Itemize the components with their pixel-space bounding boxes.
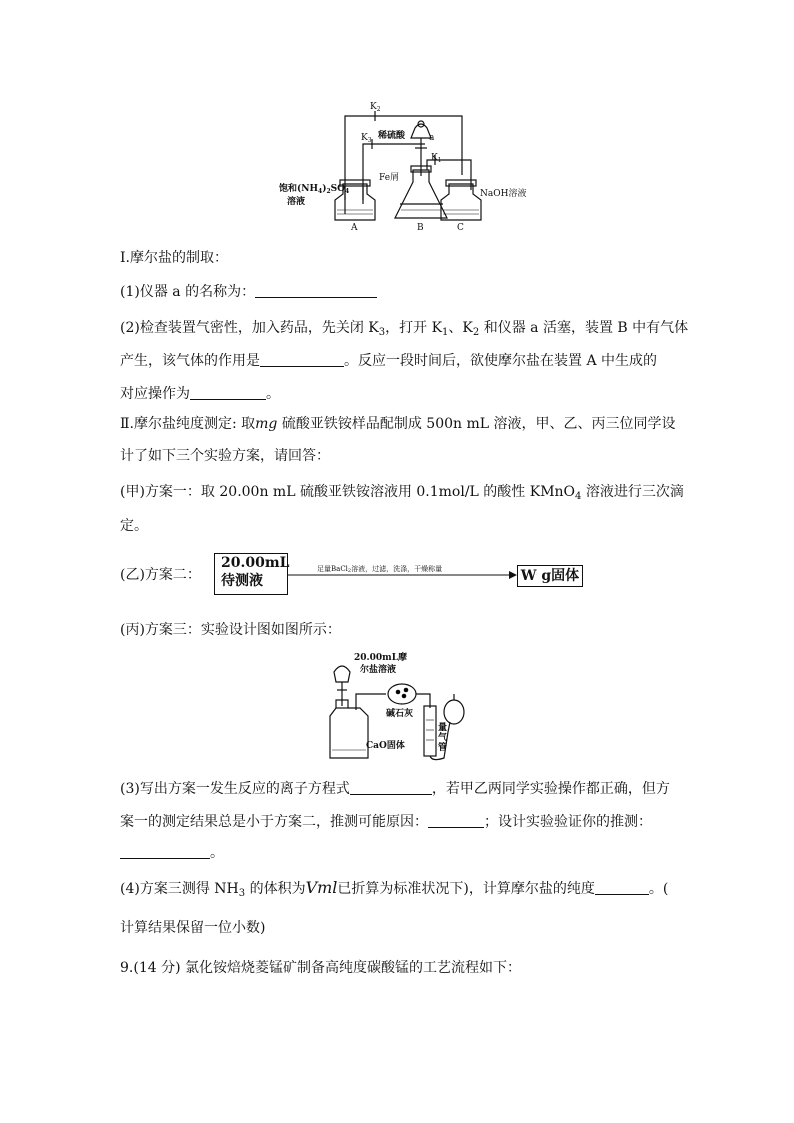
plan3-label: (丙)方案三：实验设计图如图所示： bbox=[120, 622, 341, 638]
naoh-label: NaOH溶液 bbox=[480, 189, 527, 199]
answer-blank bbox=[190, 385, 266, 400]
answer-blank bbox=[255, 283, 377, 298]
sample-solution-box: 20.00mL 待测液 bbox=[214, 553, 288, 595]
apparatus-figure bbox=[275, 100, 527, 233]
k3-label: $K_3$ bbox=[361, 133, 372, 144]
dilute-acid-label: 稀硫酸 bbox=[378, 131, 406, 141]
section2-heading-line1: Ⅱ.摩尔盐纯度测定: 取mg 硫酸亚铁铵样品配制成 500n mL 溶液，甲、乙、丙三位同学设 bbox=[120, 416, 676, 432]
question-2-line1: (2)检查装置气密性，加入药品，先关闭 $K_3$，打开 $K_1$、$K_2$ 和仪器 a 活塞，装置 B 中有气体 bbox=[120, 320, 689, 338]
plan3-apparatus-figure bbox=[320, 650, 490, 762]
answer-blank bbox=[350, 780, 432, 795]
label-a: A bbox=[351, 223, 358, 233]
question-3-line2: 案一的测定结果总是小于方案二，推测可能原因： ；设计实验验证你的推测： bbox=[120, 814, 652, 830]
question-2-line3: 对应操作为 。 bbox=[120, 386, 280, 402]
question-2-line2: 产生，该气体的作用是 。反应一段时间后，欲使摩尔盐在装置 A 中生成的 bbox=[120, 353, 658, 369]
question-3-line1: (3)写出方案一发生反应的离子方程式 ，若甲乙两同学实验操作都正确，但方 bbox=[120, 781, 670, 797]
fe-label: Fe屑 bbox=[379, 173, 400, 183]
svg-text:足量BaCl2溶液，过滤，洗涤，干燥称量: 足量BaCl2溶液，过滤，洗涤，干燥称量 bbox=[317, 565, 443, 574]
answer-blank bbox=[260, 352, 344, 367]
plan1-line2: 定。 bbox=[120, 518, 148, 534]
funnel-label-line2: 尔盐溶液 bbox=[360, 665, 397, 675]
question-3-line3: 。 bbox=[120, 843, 224, 863]
section1-heading: Ⅰ.摩尔盐的制取： bbox=[120, 250, 228, 266]
answer-blank bbox=[120, 844, 210, 859]
ammonium-sulfate-label: 饱和$(NH_4)_2SO_4$ bbox=[279, 184, 350, 195]
plan2-label: (乙)方案二： bbox=[120, 567, 201, 583]
plan1-line1: (甲)方案一：取 20.00n mL 硫酸亚铁铵溶液用 0.1mol/L 的酸性 KMnO$_4$ 溶液进行三次滴 bbox=[120, 484, 684, 502]
answer-blank bbox=[428, 813, 484, 828]
question-4-line2: 计算结果保留一位小数) bbox=[120, 920, 266, 936]
label-c: C bbox=[457, 223, 464, 233]
solution-label: 溶液 bbox=[287, 197, 306, 207]
k2-label: $K_2$ bbox=[370, 102, 381, 113]
answer-blank bbox=[595, 880, 649, 895]
soda-lime-label: 碱石灰 bbox=[386, 709, 414, 719]
cao-label: CaO固体 bbox=[366, 741, 405, 751]
gas-burette-label-2: 气 bbox=[438, 733, 448, 743]
funnel-a-label: a bbox=[429, 133, 435, 143]
section2-heading-line2: 计了如下三个实验方案，请回答： bbox=[120, 448, 330, 464]
solid-result-box: W g固体 bbox=[517, 565, 583, 587]
question-1: (1)仪器 a 的名称为： bbox=[120, 282, 377, 302]
gas-burette-label-3: 管 bbox=[438, 743, 448, 753]
label-b: B bbox=[417, 223, 424, 233]
plan2-arrow bbox=[287, 562, 517, 582]
question-4-line1: (4)方案三测得 $NH_3$ 的体积为Vml已折算为标准状况下)，计算摩尔盐的纯度 。( bbox=[120, 878, 669, 899]
gas-burette-label-1: 量 bbox=[438, 723, 448, 733]
question-9: 9.(14 分) 氯化铵焙烧菱锰矿制备高纯度碳酸锰的工艺流程如下： bbox=[120, 960, 521, 976]
k1-label: $K_1$ bbox=[431, 153, 442, 164]
funnel-label-line1: 20.00mL摩 bbox=[354, 653, 408, 663]
